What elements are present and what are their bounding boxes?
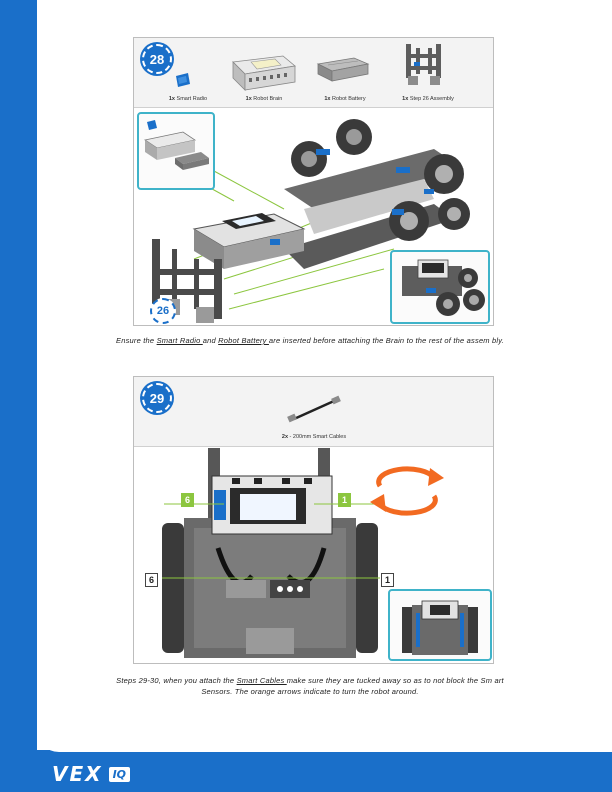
- part-smart-radio: 1x Smart Radio: [168, 96, 208, 102]
- parts-bar: [134, 377, 493, 447]
- step-28-panel: [133, 37, 494, 326]
- brain-with-radio-battery-icon: [139, 114, 213, 188]
- completed-assembly-icon: [392, 252, 488, 322]
- callout-completed-top-view: [388, 589, 492, 661]
- smart-radio-icon: [174, 72, 192, 88]
- iq-logo-badge: IQ: [109, 767, 130, 782]
- step-29-panel: [133, 376, 494, 664]
- step-26-assembly-icon: [402, 40, 446, 90]
- robot-battery-link[interactable]: Robot Battery: [218, 336, 269, 345]
- caption-step-28: Ensure the Smart Radio and Robot Battery are inserted before attaching the Brain to the rest of the assem bly.: [116, 336, 504, 345]
- parts-bar: [134, 38, 493, 108]
- left-brand-band: [0, 0, 37, 792]
- caption-step-29: Steps 29-30, when you attach the Smart Cables make sure they are tucked away so as to not block the Sm art Sensors. The orange arrows indicate to turn the robot around.: [116, 676, 504, 696]
- smart-radio-link[interactable]: Smart Radio: [156, 336, 203, 345]
- callout-completed-assembly: [390, 250, 490, 324]
- sub-step-badge: 26: [150, 298, 176, 324]
- smart-cables-link[interactable]: Smart Cables: [236, 676, 287, 685]
- part-robot-brain: 1x Robot Brain: [245, 96, 283, 102]
- part-smart-cables: 2x - 200mm Smart Cables: [281, 434, 347, 440]
- port-label-6-mid: 6: [145, 573, 158, 587]
- vex-iq-logo: [52, 762, 130, 786]
- callout-radio-battery: [137, 112, 215, 190]
- port-label-1-top: 1: [338, 493, 351, 507]
- robot-brain-icon: [229, 48, 299, 92]
- part-robot-battery: 1x Robot Battery: [324, 96, 366, 102]
- robot-battery-icon: [314, 54, 372, 84]
- smart-cable-icon: [284, 395, 344, 425]
- step-badge: 29: [142, 383, 172, 413]
- part-step-26-assembly: 1x Step 26 Assembly: [402, 96, 454, 102]
- port-label-6-top: 6: [181, 493, 194, 507]
- completed-top-view-icon: [390, 591, 490, 659]
- port-label-1-mid: 1: [381, 573, 394, 587]
- step-badge: 28: [142, 44, 172, 74]
- vex-logo-text: VEX: [52, 762, 103, 786]
